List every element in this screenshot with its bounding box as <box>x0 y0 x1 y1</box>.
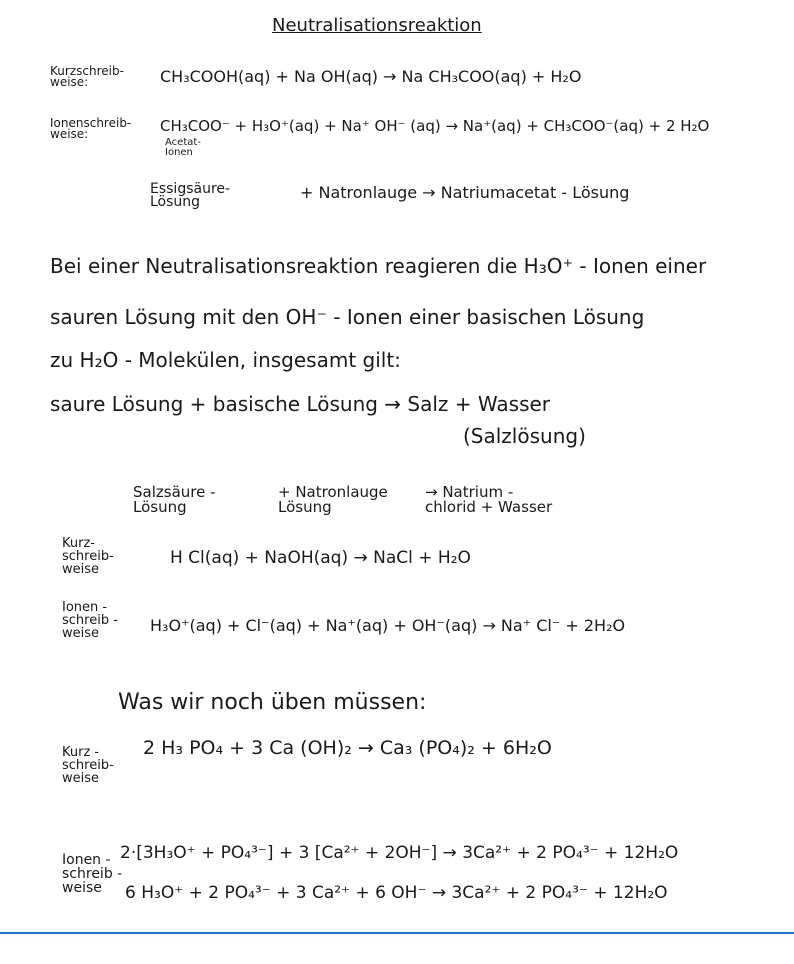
paragraph-line-5: (Salzlösung) <box>463 424 586 448</box>
equation-kurz-3: 2 H₃ PO₄ + 3 Ca (OH)₂ → Ca₃ (PO₄)₂ + 6H₂O <box>143 737 552 759</box>
word-natronlauge-loesung: + Natronlauge Lösung <box>278 483 388 516</box>
label-ionenschreibweise-2: Ionen - schreib - weise <box>62 600 118 641</box>
equation-ionen-3b: 6 H₃O⁺ + 2 PO₄³⁻ + 3 Ca²⁺ + 6 OH⁻ → 3Ca²⁺ + 2 PO₄³⁻ + 12H₂O <box>125 883 668 903</box>
word-salzsaeure-loesung: Salzsäure - Lösung <box>133 483 216 516</box>
equation-ionen-3a: 2·[3H₃O⁺ + PO₄³⁻] + 3 [Ca²⁺ + 2OH⁻] → 3Ca²⁺ + 2 PO₄³⁻ + 12H₂O <box>120 843 679 863</box>
bottom-divider <box>0 932 794 934</box>
word-essigsaeure-loesung: Essigsäure- Lösung <box>150 181 231 210</box>
section-heading-practice: Was wir noch üben müssen: <box>118 690 427 715</box>
equation-ionen-1: CH₃COO⁻ + H₃O⁺(aq) + Na⁺ OH⁻ (aq) → Na⁺(aq) + CH₃COO⁻(aq) + 2 H₂O <box>160 117 710 135</box>
paragraph-line-3: zu H₂O - Molekülen, insgesamt gilt: <box>50 348 401 372</box>
label-kurzschreibweise-1: Kurzschreib- weise: <box>50 64 124 89</box>
word-natriumchlorid-wasser: → Natrium - chlorid + Wasser <box>425 483 553 516</box>
page-title: Neutralisationsreaktion <box>272 15 482 36</box>
note-acetat-ionen: Acetat- Ionen <box>165 137 201 158</box>
label-kurzschreibweise-2: Kurz- schreib- weise <box>62 536 114 577</box>
equation-kurz-1: CH₃COOH(aq) + Na OH(aq) → Na CH₃COO(aq) + H₂O <box>160 67 582 86</box>
label-ionenschreibweise-1: Ionenschreib- weise: <box>50 116 132 141</box>
equation-kurz-2: H Cl(aq) + NaOH(aq) → NaCl + H₂O <box>170 548 471 568</box>
paragraph-line-2: sauren Lösung mit den OH⁻ - Ionen einer basischen Lösung <box>50 305 645 329</box>
label-kurzschreibweise-3: Kurz - schreib- weise <box>62 745 114 786</box>
label-ionenschreibweise-3: Ionen - schreib - weise <box>62 852 123 896</box>
paragraph-line-4: saure Lösung + basische Lösung → Salz + Wasser <box>50 392 551 416</box>
paragraph-line-1: Bei einer Neutralisationsreaktion reagieren die H₃O⁺ - Ionen einer <box>50 254 707 278</box>
equation-ionen-2: H₃O⁺(aq) + Cl⁻(aq) + Na⁺(aq) + OH⁻(aq) → Na⁺ Cl⁻ + 2H₂O <box>150 616 626 635</box>
word-equation-1: + Natronlauge → Natriumacetat - Lösung <box>300 183 630 202</box>
